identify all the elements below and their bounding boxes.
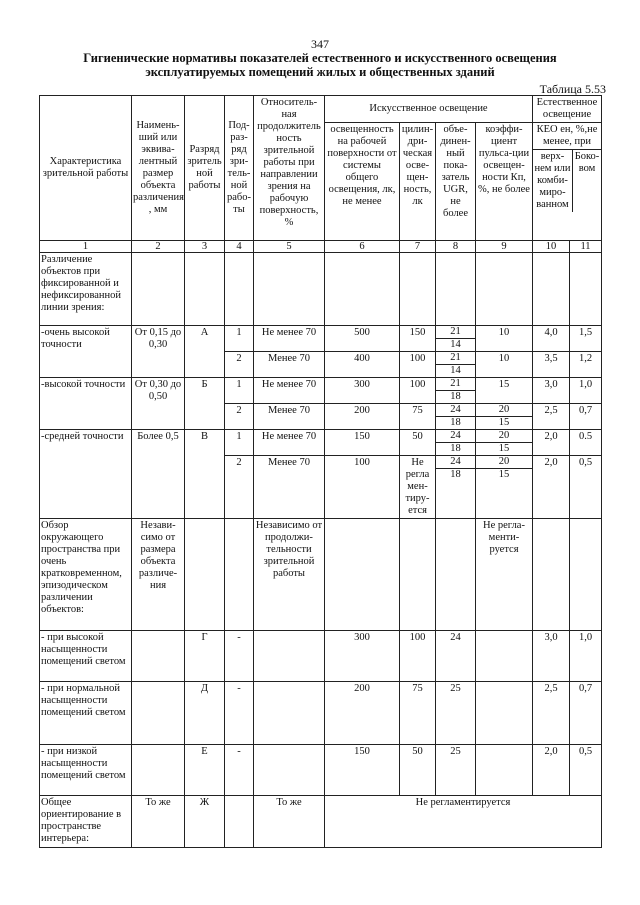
- cell: Менее 70: [254, 404, 325, 430]
- header-artificial: Искусственное освещение: [325, 96, 533, 123]
- cell: 2,5: [533, 404, 570, 430]
- cell: 1,5: [570, 326, 602, 352]
- cell: 2: [225, 352, 254, 378]
- col-num: 10: [533, 241, 570, 253]
- pulsation-value: 20: [476, 430, 532, 443]
- cell-ugr: [436, 404, 476, 430]
- group1-label: Различение объектов при фиксированной и нефиксированной линии зрения:: [40, 253, 132, 326]
- cell: 0,7: [570, 682, 602, 745]
- page-title: [30, 51, 610, 79]
- ugr-value: 18: [450, 417, 461, 428]
- header-natural: [533, 96, 602, 123]
- cell: Е: [185, 745, 225, 796]
- cell-ugr: [436, 456, 476, 519]
- title-line-2: эксплуатируемых помещений жилых и общественных зданий: [145, 65, 495, 79]
- header-ugr: объе-динен-ный пока-затель UGR, не более: [436, 123, 476, 241]
- table-label: Таблица 5.53: [539, 82, 606, 96]
- row-high-size: От 0,30 до 0,50: [132, 378, 185, 430]
- table-row: [40, 326, 602, 352]
- ugr-value: 18: [450, 443, 461, 454]
- row-very-high-category: А: [185, 326, 225, 378]
- table-row: [40, 430, 602, 456]
- row-high-label: -высокой точности: [40, 378, 132, 430]
- table-row: [40, 682, 602, 745]
- cell: 0.5: [570, 430, 602, 456]
- cell: 100: [325, 456, 400, 519]
- ugr-value: 21: [436, 326, 475, 339]
- ugr-value: 21: [436, 352, 475, 365]
- header-subcategory: Под-раз-ряд зри-тель-ной рабо-ты: [225, 96, 254, 241]
- last-row-duration: То же: [254, 796, 325, 848]
- table-row: [40, 745, 602, 796]
- pulsation-value: 20: [476, 404, 532, 417]
- cell-pulsation: [476, 456, 533, 519]
- header-cylindrical: цилин-дри-ческая осве-щен-ность, лк: [400, 123, 436, 241]
- col-num: 7: [400, 241, 436, 253]
- table-row: [40, 519, 602, 631]
- cell: 10: [476, 326, 533, 352]
- header-keo-title: КЕО ен, %,не менее, при: [533, 123, 601, 150]
- cell: Не менее 70: [254, 326, 325, 352]
- cell: 3,0: [533, 631, 570, 682]
- header-side-light: Боко-вом: [574, 151, 600, 174]
- cell: 1,2: [570, 352, 602, 378]
- row-medium-size: Более 0,5: [132, 430, 185, 519]
- page-number: 347: [311, 37, 329, 51]
- cell: -: [225, 745, 254, 796]
- pulsation-value: 15: [498, 443, 510, 454]
- cell: Менее 70: [254, 352, 325, 378]
- cell: 75: [400, 404, 436, 430]
- cell-ugr: [436, 430, 476, 456]
- cell: Не менее 70: [254, 430, 325, 456]
- row-label: - при высокой насыщенности помещений светом: [40, 631, 132, 682]
- group2-duration: Независимо от продолжи-тельности зрительной работы: [254, 519, 325, 631]
- col-num: 4: [225, 241, 254, 253]
- cell: 1,0: [570, 631, 602, 682]
- col-num: 5: [254, 241, 325, 253]
- cell: 150: [400, 326, 436, 352]
- ugr-value: 14: [450, 339, 461, 350]
- cell: 10: [476, 352, 533, 378]
- header-characteristic: Характеристика зрительной работы: [40, 96, 132, 241]
- header-illuminance: освещенность на рабочей поверхности от системы общего освещения, лк, не менее: [325, 123, 400, 241]
- table-row: [40, 796, 602, 848]
- cell: 2: [225, 404, 254, 430]
- col-num: 9: [476, 241, 533, 253]
- cell: 1: [225, 378, 254, 404]
- table-row: [40, 253, 602, 326]
- cell: Д: [185, 682, 225, 745]
- header-category: Разряд зритель ной работы: [185, 96, 225, 241]
- header-keo: [533, 123, 602, 241]
- col-num: 6: [325, 241, 400, 253]
- col-num: 1: [40, 241, 132, 253]
- ugr-value: 21: [436, 378, 475, 391]
- cell: 0,7: [570, 404, 602, 430]
- row-high-category: Б: [185, 378, 225, 430]
- ugr-value: 18: [450, 469, 461, 480]
- table-row: [40, 631, 602, 682]
- last-row-not-regulated: Не регламентируется: [325, 796, 602, 848]
- cell: 2,5: [533, 682, 570, 745]
- cell-ugr: [436, 378, 476, 404]
- cell: 3,0: [533, 378, 570, 404]
- header-duration: Относитель-ная продолжитель ность зрительной работы при направлении зрения на рабочую поверхность, %: [254, 96, 325, 241]
- norms-table: [39, 95, 602, 848]
- cell: 200: [325, 682, 400, 745]
- cell: 0,5: [570, 456, 602, 519]
- column-numbers-row: [40, 241, 602, 253]
- cell: 100: [400, 631, 436, 682]
- cell: 25: [436, 745, 476, 796]
- col-num: 2: [132, 241, 185, 253]
- cell: 50: [400, 430, 436, 456]
- row-label: - при низкой насыщенности помещений светом: [40, 745, 132, 796]
- header-row: [40, 96, 602, 123]
- row-medium-category: В: [185, 430, 225, 519]
- ugr-value: 24: [436, 456, 475, 469]
- header-natural-title: Естественное освещение: [536, 97, 598, 120]
- row-very-high-size: От 0,15 до 0,30: [132, 326, 185, 378]
- cell: 100: [400, 352, 436, 378]
- cell: 2,0: [533, 745, 570, 796]
- cell: 50: [400, 745, 436, 796]
- cell: Не менее 70: [254, 378, 325, 404]
- ugr-value: 24: [436, 404, 475, 417]
- cell: Не регла мен-тиру-ется: [400, 456, 436, 519]
- cell: 200: [325, 404, 400, 430]
- row-label: - при нормальной насыщенности помещений светом: [40, 682, 132, 745]
- cell: 300: [325, 631, 400, 682]
- cell: 2,0: [533, 456, 570, 519]
- cell: 3,5: [533, 352, 570, 378]
- cell: 500: [325, 326, 400, 352]
- last-row-size: То же: [132, 796, 185, 848]
- cell: 400: [325, 352, 400, 378]
- cell: Г: [185, 631, 225, 682]
- cell-ugr: [436, 326, 476, 352]
- cell: 1: [225, 430, 254, 456]
- ugr-value: 14: [450, 365, 461, 376]
- cell: 25: [436, 682, 476, 745]
- cell-ugr: [436, 352, 476, 378]
- cell: 0,5: [570, 745, 602, 796]
- header-object-size: Наимень-ший или эквива-лентный размер объекта различения , мм: [132, 96, 185, 241]
- cell: -: [225, 682, 254, 745]
- cell-pulsation: [476, 430, 533, 456]
- col-num: 11: [570, 241, 602, 253]
- title-line-1: Гигиенические нормативы показателей естественного и искусственного освещения: [83, 51, 557, 65]
- cell: 150: [325, 745, 400, 796]
- col-num: 8: [436, 241, 476, 253]
- cell: -: [225, 631, 254, 682]
- cell: 24: [436, 631, 476, 682]
- group2-pulsation: Не регла-менти-руется: [476, 519, 533, 631]
- cell: 15: [476, 378, 533, 404]
- cell: 75: [400, 682, 436, 745]
- cell: 300: [325, 378, 400, 404]
- group2-label: Обзор окружающего пространства при очень кратковременном, эпизодическом различении объектов:: [40, 519, 132, 631]
- cell: Менее 70: [254, 456, 325, 519]
- last-row-label: Общее ориентирование в пространстве интерьера:: [40, 796, 132, 848]
- pulsation-value: 15: [498, 469, 510, 480]
- group2-size: Незави-симо от размера объекта различе-ния: [132, 519, 185, 631]
- cell: 150: [325, 430, 400, 456]
- col-num: 3: [185, 241, 225, 253]
- pulsation-value: 20: [476, 456, 532, 469]
- header-keo-sub: [533, 150, 601, 212]
- ugr-value: 18: [450, 391, 461, 402]
- header-pulsation: коэффи-циент пульса-ции освещен-ности Кп, %, не более: [476, 123, 533, 241]
- ugr-value: 24: [436, 430, 475, 443]
- pulsation-value: 15: [498, 417, 510, 428]
- cell: 4,0: [533, 326, 570, 352]
- row-very-high-label: -очень высокой точности: [40, 326, 132, 378]
- table-row: [40, 378, 602, 404]
- cell: 2,0: [533, 430, 570, 456]
- last-row-category: Ж: [185, 796, 225, 848]
- cell: 100: [400, 378, 436, 404]
- cell: 1: [225, 326, 254, 352]
- header-top-light: верх-нем или комби-миро-ванном: [533, 150, 573, 212]
- cell: 2: [225, 456, 254, 519]
- cell-pulsation: [476, 404, 533, 430]
- row-medium-label: -средней точности: [40, 430, 132, 519]
- cell: 1,0: [570, 378, 602, 404]
